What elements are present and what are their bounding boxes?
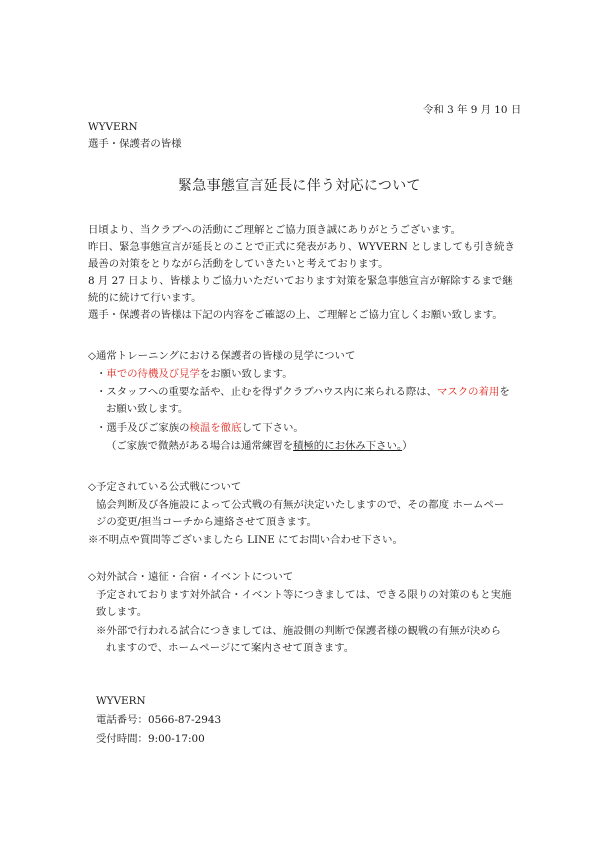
section-note: ※外部で行われる試合につきましては、施設側の判断で保護者様の観戦の有無が決めら [96,625,502,637]
underlined-text: 積極的にお休み下さい。 [293,440,403,452]
bullet-text: ・ [96,368,107,380]
bullet-item [96,367,293,381]
bullet-text: して下さい。 [241,422,304,434]
footer-phone: 電話番号：0566-87-2943 [96,714,222,726]
intro-line: 昨日、緊急事態宣言が延長とのことで正式に発表があり、WYVERN としましても引き続き [88,241,515,253]
bullet-item [96,421,304,435]
note-text: （ご家族で微熱がある場合は通常練習を [106,440,294,452]
note-line [106,439,413,453]
document-date: 令和 3 年 9 月 10 日 [423,104,522,116]
intro-line: 8 月 27 日より、皆様よりご協力いただいております対策を緊急事態宣言が解除するまで継 [88,275,513,287]
intro-line: 日頃より、当クラブへの活動にご理解とご協力頂き誠にありがとうございます。 [88,224,462,236]
intro-line: 最善の対策をとりながら活動をしていきたいと考えております。 [88,258,389,270]
section-note: ※不明点や質問等ございましたら LINE にてお問い合わせ下さい。 [88,534,403,546]
highlight-text: マスクの着用 [437,386,500,398]
highlight-text: 検温を徹底 [189,422,242,434]
bullet-text: ・スタッフへの重要な話や、止むを得ずクラブハウス内に来られる際は、 [96,386,438,398]
recipient-people: 選手・保護者の皆様 [88,138,182,150]
bullet-item [96,385,510,399]
section-heading: ◇予定されている公式戦について [88,481,242,493]
intro-line: 選手・保護者の皆様は下記の内容をご確認の上、ご理解とご協力宜しくお願い致します。 [88,309,503,321]
section-text: 致します。 [96,606,148,618]
bullet-continuation: お願い致します。 [106,403,189,415]
footer-organization: WYVERN [96,695,146,707]
footer-hours: 受付時間：9:00-17:00 [96,733,205,745]
bullet-text: をお願い致します。 [199,368,293,380]
bullet-text: を [499,386,510,398]
note-text: ） [402,440,413,452]
section-heading: ◇対外試合・遠征・合宿・イベントについて [88,571,294,583]
bullet-text: ・選手及びご家族の [96,422,190,434]
section-text: ジの変更/担当コーチから連絡させて頂きます。 [96,516,317,528]
recipient-organization: WYVERN [88,121,138,133]
section-heading: ◇通常トレーニングにおける保護者の皆様の見学について [88,350,356,362]
highlight-text: 車での待機及び見学 [106,368,200,380]
document-title: 緊急事態宣言延長に伴う対応について [178,178,421,194]
intro-line: 続的に続けて行います。 [88,292,202,304]
section-text: 協会判断及び各施設によって公式戦の有無が決定いたしますので、その都度 ホームペー [96,499,505,511]
section-note-continuation: れますので、ホームページにて案内させて頂きます。 [106,642,355,654]
section-text: 予定されております対外試合・イベント等につきましては、できる限りの対策のもと実施 [96,589,512,601]
